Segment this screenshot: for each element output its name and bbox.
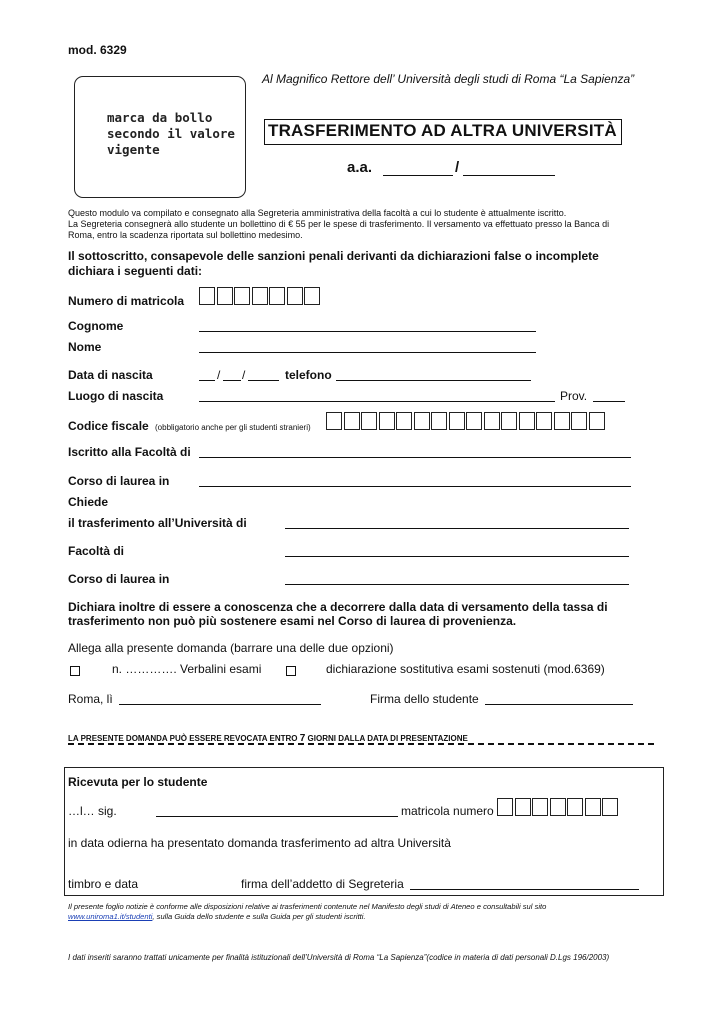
luogo-nascita-label: Luogo di nascita xyxy=(68,389,164,403)
firma-studente-field[interactable] xyxy=(485,704,633,705)
nome-label: Nome xyxy=(68,340,102,354)
roma-label: Roma, lì xyxy=(68,692,113,706)
form-title: TRASFERIMENTO AD ALTRA UNIVERSITÀ xyxy=(268,121,617,140)
character-box[interactable] xyxy=(519,412,535,430)
trasferimento-field[interactable] xyxy=(285,528,629,529)
facolta-destinazione-field[interactable] xyxy=(285,556,629,557)
revenue-stamp-text: marca da bollo secondo il valore vigente xyxy=(107,110,235,157)
character-box[interactable] xyxy=(287,287,303,305)
chiede-label: Chiede xyxy=(68,495,109,509)
note-line-2: La Segreteria consegnerà allo studente un bollettino di € 55 per le spese di trasferimento. Il versamento va effettuato presso la Banca di xyxy=(68,219,610,229)
footer-line-1: Il presente foglio notizie è conforme alle disposizioni relative ai trasferimenti contenute nel Manifesto degli studi di Ateneo e consultabili sul sito xyxy=(68,902,547,911)
option-verbalini-label: n. …………. Verbalini esami xyxy=(112,662,262,676)
corso-laurea-label: Corso di laurea in xyxy=(68,474,170,488)
nome-field[interactable] xyxy=(199,352,536,353)
roma-date-field[interactable] xyxy=(119,704,321,705)
character-box[interactable] xyxy=(269,287,285,305)
character-box[interactable] xyxy=(449,412,465,430)
character-box[interactable] xyxy=(414,412,430,430)
character-box[interactable] xyxy=(361,412,377,430)
character-box[interactable] xyxy=(199,287,215,305)
character-box[interactable] xyxy=(501,412,517,430)
receipt-name-field[interactable] xyxy=(156,816,398,817)
option-verbalini-checkbox[interactable] xyxy=(70,662,84,680)
luogo-nascita-field[interactable] xyxy=(199,401,555,402)
privacy-notice: I dati inseriti saranno trattati unicamente per finalità istituzionali dell’Università di Roma “La Sapienza”(codice in materia di dati personali D.Lgs 196/2003) xyxy=(68,953,610,962)
dichiara-line-1: Dichiara inoltre di essere a conoscenza che a decorrere dalla data di versamento della tassa di xyxy=(68,600,608,614)
character-box[interactable] xyxy=(550,798,566,816)
declaration-line-1: Il sottoscritto, consapevole delle sanzioni penali derivanti da dichiarazioni false o incomplete xyxy=(68,249,599,263)
corso-destinazione-label: Corso di laurea in xyxy=(68,572,170,586)
telefono-label: telefono xyxy=(285,368,332,382)
character-box[interactable] xyxy=(585,798,601,816)
character-box[interactable] xyxy=(602,798,618,816)
date-separator-1: / xyxy=(217,368,221,382)
matricola-boxes[interactable] xyxy=(199,287,322,305)
character-box[interactable] xyxy=(326,412,342,430)
codice-fiscale-boxes[interactable] xyxy=(326,412,606,430)
cognome-label: Cognome xyxy=(68,319,124,333)
timbro-label: timbro e data xyxy=(68,877,139,891)
receipt-sig-label: …l… sig. xyxy=(68,804,117,818)
matricola-label: Numero di matricola xyxy=(68,294,185,308)
note-line-3: Roma, entro la scadenza riportata sul bollettino medesimo. xyxy=(68,230,303,240)
character-box[interactable] xyxy=(431,412,447,430)
recipient-line: Al Magnifico Rettore dell’ Università degli studi di Roma “La Sapienza” xyxy=(262,72,635,86)
character-box[interactable] xyxy=(396,412,412,430)
character-box[interactable] xyxy=(304,287,320,305)
option-dichiarazione-label: dichiarazione sostitutiva esami sostenuti (mod.6369) xyxy=(326,662,605,676)
trasferimento-label: il trasferimento all’Università di xyxy=(68,516,247,530)
corso-destinazione-field[interactable] xyxy=(285,584,629,585)
birth-month-field[interactable] xyxy=(223,380,241,381)
character-box[interactable] xyxy=(379,412,395,430)
receipt-matricola-boxes[interactable] xyxy=(497,798,620,816)
facolta-destinazione-label: Facoltà di xyxy=(68,544,125,558)
character-box[interactable] xyxy=(589,412,605,430)
birth-year-field[interactable] xyxy=(248,380,279,381)
firma-addetto-label: firma dell’addetto di Segreteria xyxy=(241,877,404,891)
form-code: mod. 6329 xyxy=(68,43,127,57)
dichiara-line-2: trasferimento non può più sostenere esami nel Corso di laurea di provenienza. xyxy=(68,614,517,628)
character-box[interactable] xyxy=(571,412,587,430)
character-box[interactable] xyxy=(466,412,482,430)
uniroma-link[interactable]: www.uniroma1.it/studenti xyxy=(68,912,153,921)
cognome-field[interactable] xyxy=(199,331,536,332)
academic-year-label: a.a. xyxy=(347,159,373,176)
iscritto-facolta-field[interactable] xyxy=(199,457,631,458)
footer-line-2: www.uniroma1.it/studenti, sulla Guida dello studente e sulla Guida per gli studenti iscritti. xyxy=(68,912,366,921)
cut-line xyxy=(68,743,654,745)
character-box[interactable] xyxy=(536,412,552,430)
revoca-notice: LA PRESENTE DOMANDA PUÒ ESSERE REVOCATA ENTRO 7 GIORNI DALLA DATA DI PRESENTAZIONE xyxy=(68,733,468,744)
codice-fiscale-label: Codice fiscale xyxy=(68,419,149,433)
character-box[interactable] xyxy=(515,798,531,816)
allega-label: Allega alla presente domanda (barrare una delle due opzioni) xyxy=(68,641,394,655)
academic-year-start-field[interactable] xyxy=(383,175,453,176)
iscritto-facolta-label: Iscritto alla Facoltà di xyxy=(68,445,191,459)
firma-addetto-field[interactable] xyxy=(410,889,639,890)
character-box[interactable] xyxy=(344,412,360,430)
character-box[interactable] xyxy=(484,412,500,430)
birth-day-field[interactable] xyxy=(199,380,215,381)
telefono-field[interactable] xyxy=(336,380,531,381)
character-box[interactable] xyxy=(252,287,268,305)
character-box[interactable] xyxy=(567,798,583,816)
prov-field[interactable] xyxy=(593,401,625,402)
character-box[interactable] xyxy=(217,287,233,305)
receipt-matricola-label: matricola numero xyxy=(401,804,494,818)
note-line-1: Questo modulo va compilato e consegnato alla Segreteria amministrativa della facoltà a cui lo studente è attualmente iscritto. xyxy=(68,208,567,218)
corso-laurea-field[interactable] xyxy=(199,486,631,487)
academic-year-end-field[interactable] xyxy=(463,175,555,176)
date-separator-2: / xyxy=(242,368,246,382)
receipt-text: in data odierna ha presentato domanda trasferimento ad altra Università xyxy=(68,836,451,850)
character-box[interactable] xyxy=(554,412,570,430)
character-box[interactable] xyxy=(497,798,513,816)
option-dichiarazione-checkbox[interactable] xyxy=(286,662,300,680)
declaration-line-2: dichiara i seguenti dati: xyxy=(68,264,203,278)
academic-year-separator: / xyxy=(455,159,460,176)
codice-fiscale-note: (obbligatorio anche per gli studenti stranieri) xyxy=(155,423,311,432)
prov-label: Prov. xyxy=(560,389,588,403)
receipt-title: Ricevuta per lo studente xyxy=(68,775,208,789)
character-box[interactable] xyxy=(532,798,548,816)
data-nascita-label: Data di nascita xyxy=(68,368,153,382)
character-box[interactable] xyxy=(234,287,250,305)
firma-studente-label: Firma dello studente xyxy=(370,692,479,706)
